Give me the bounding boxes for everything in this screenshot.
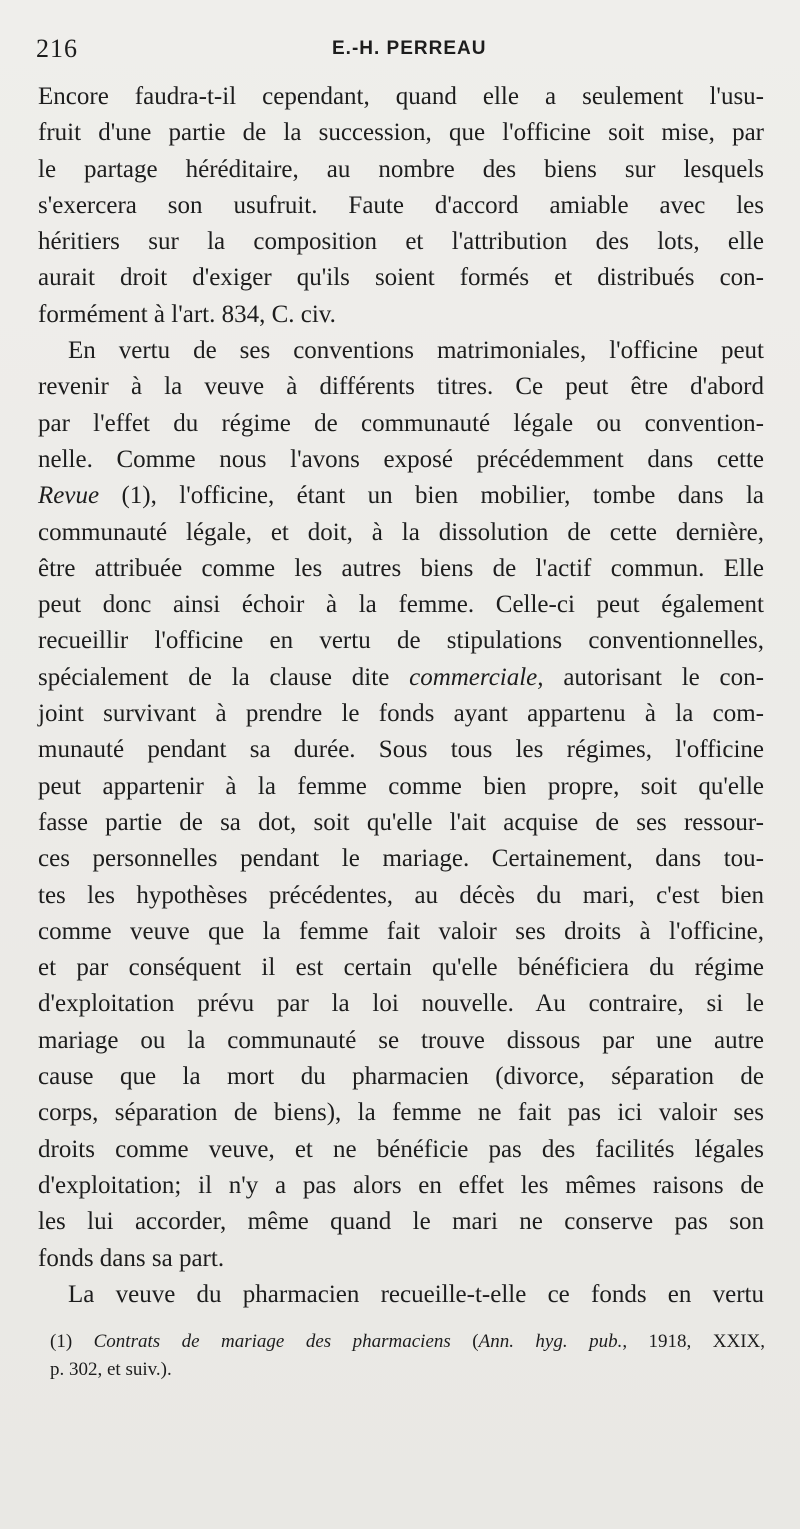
footnote-line: p. 302, et suiv.). [50, 1359, 172, 1380]
text-line [38, 1168, 764, 1204]
text-line [38, 115, 764, 151]
line-text: peut donc ainsi échoir à la femme. Celle-ci peut également [38, 591, 764, 619]
text-line [38, 406, 764, 442]
footnote-journal: Ann. hyg. pub. [478, 1331, 623, 1352]
line-text: fruit d'une partie de la succession, que l'officine soit mise, par [38, 119, 764, 147]
line-text: fasse partie de sa dot, soit qu'elle l'ait acquise de ses ressour- [38, 808, 764, 836]
line-text: d'exploitation prévu par la loi nouvelle. Au contraire, si le [38, 990, 764, 1018]
italic-text: commerciale, [409, 663, 544, 691]
text-line [38, 1204, 764, 1240]
text-line [38, 769, 764, 805]
text-line [38, 188, 764, 224]
line-text: ces personnelles pendant le mariage. Certainement, dans tou- [38, 845, 764, 873]
line-text: spécialement de la clause dite [38, 663, 410, 691]
line-text: autorisant le con- [543, 663, 764, 691]
text-line [38, 696, 764, 732]
text-line [38, 152, 764, 188]
footnote-citation: , 1918, XXIX, [622, 1331, 766, 1352]
running-head: E.-H. PERREAU [332, 38, 487, 59]
text-line [38, 841, 764, 877]
line-text: peut appartenir à la femme comme bien propre, soit qu'elle [38, 772, 764, 800]
text-line [38, 587, 764, 623]
line-text: droits comme veuve, et ne bénéficie pas des facilités légales [38, 1135, 764, 1163]
text-line [38, 515, 764, 551]
text-line [38, 950, 764, 986]
line-text: En vertu de ses conventions matrimoniales, l'officine peut [68, 337, 764, 365]
line-text: joint survivant à prendre le fonds ayant appartenu à la com- [38, 700, 764, 728]
text-line [38, 914, 764, 950]
text-line [38, 551, 764, 587]
text-line [38, 224, 764, 260]
text-line [38, 660, 764, 696]
page-header [36, 34, 756, 68]
text-line [38, 1023, 764, 1059]
italic-text: Revue [38, 482, 100, 510]
text-line [38, 260, 764, 296]
text-line [38, 1132, 764, 1168]
footnote-title: Contrats de mariage des pharmaciens [93, 1331, 451, 1352]
line-text: d'exploitation; il n'y a pas alors en effet les mêmes raisons de [38, 1171, 764, 1199]
text-line [38, 1241, 764, 1277]
page-number: 216 [36, 34, 78, 63]
text-line [38, 878, 764, 914]
text-line [38, 442, 764, 478]
footnote [50, 1328, 765, 1384]
text-line [38, 369, 764, 405]
line-text: La veuve du pharmacien recueille-t-elle ce fonds en vertu [68, 1280, 764, 1308]
text-line [38, 79, 764, 115]
text-line [38, 732, 764, 768]
line-text: nelle. Comme nous l'avons exposé précédemment dans cette [38, 445, 764, 473]
line-text: revenir à la veuve à différents titres. Ce peut être d'abord [38, 373, 764, 401]
text-line [38, 986, 764, 1022]
text-line [38, 1277, 764, 1313]
line-text: aurait droit d'exiger qu'ils soient formés et distribués con- [38, 264, 764, 292]
line-text: comme veuve que la femme fait valoir ses droits à l'officine, [38, 917, 764, 945]
line-text: par l'effet du régime de communauté légale ou convention- [38, 409, 764, 437]
line-text: recueillir l'officine en vertu de stipulations conventionnelles, [38, 627, 764, 655]
line-text: formément à l'art. 834, C. civ. [38, 300, 336, 328]
line-text: fonds dans sa part. [38, 1244, 225, 1272]
line-text: et par conséquent il est certain qu'elle bénéficiera du régime [38, 954, 764, 982]
line-text: s'exercera son usufruit. Faute d'accord amiable avec les [38, 191, 764, 219]
footnote-line [50, 1328, 765, 1356]
text-line [38, 1095, 764, 1131]
text-line [38, 297, 764, 333]
line-text: mariage ou la communauté se trouve dissous par une autre [38, 1026, 764, 1054]
line-text: les lui accorder, même quand le mari ne conserve pas son [38, 1208, 764, 1236]
line-text: corps, séparation de biens), la femme ne fait pas ici valoir ses [38, 1099, 764, 1127]
footnote-marker: (1) [50, 1331, 94, 1352]
line-text: cause que la mort du pharmacien (divorce, séparation de [38, 1063, 764, 1091]
body-text [38, 79, 764, 1313]
line-text: communauté légale, et doit, à la dissolution de cette dernière, [38, 518, 764, 546]
text-line [38, 1059, 764, 1095]
text-line [38, 623, 764, 659]
line-text: être attribuée comme les autres biens de l'actif commun. Elle [38, 554, 764, 582]
line-text: Encore faudra-t-il cependant, quand elle a seulement l'usu- [38, 83, 764, 110]
line-text: héritiers sur la composition et l'attribution des lots, elle [38, 228, 764, 256]
line-text: munauté pendant sa durée. Sous tous les régimes, l'officine [38, 736, 764, 764]
line-text: (1), l'officine, étant un bien mobilier, tombe dans la [99, 482, 764, 510]
line-text: tes les hypothèses précédentes, au décès du mari, c'est bien [38, 881, 764, 909]
text-line [38, 333, 764, 369]
text-line [38, 478, 764, 514]
line-text: le partage héréditaire, au nombre des biens sur lesquels [38, 155, 764, 183]
text-line [38, 805, 764, 841]
footnote-paren: ( [450, 1331, 479, 1352]
